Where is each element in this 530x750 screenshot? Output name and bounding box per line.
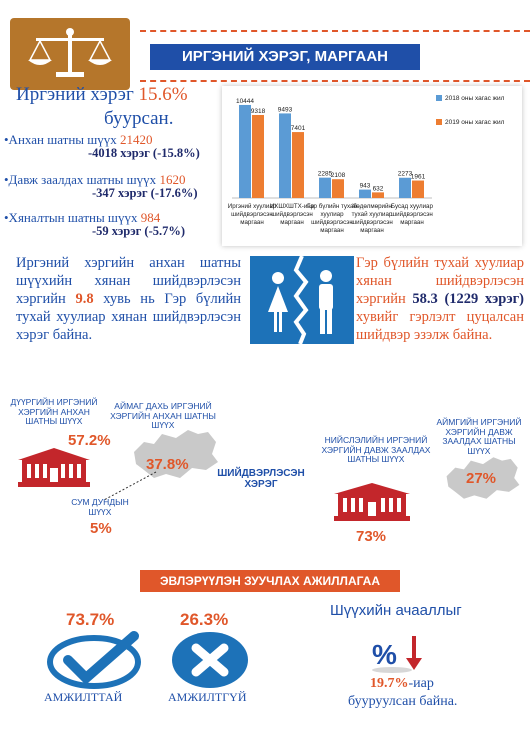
chart-bar (252, 115, 264, 198)
chart-category-label: Бусад хуулиар (391, 203, 433, 210)
chart-category-label: хуулиар (320, 211, 344, 218)
success-pct: 73.7% (66, 610, 115, 629)
chart-bar (279, 113, 291, 198)
workload-title: Шүүхийн ачааллыг (330, 602, 462, 619)
district-court-pct: 57.2% (68, 432, 111, 449)
supervisory-value: 984 (140, 210, 161, 225)
capital-appeal-label: НИЙСЛЭЛИЙН ИРГЭНИЙ ХЭРГИЙН ДАВЖ ЗААЛДАХ ШАТНЫ ШҮҮХ (321, 435, 431, 464)
soum-court-pct: 5% (90, 520, 112, 537)
page-title: ИРГЭНИЙ ХЭРЭГ, МАРГААН (150, 44, 420, 70)
supervisory-label: •Хяналтын шатны шүүх (4, 210, 138, 225)
chart-legend-swatch (436, 95, 442, 101)
summary-headline (16, 84, 221, 106)
fail-pct: 26.3% (180, 610, 229, 629)
check-icon (44, 630, 144, 695)
chart-category-label: Гэр бүлийн тухай (307, 203, 357, 210)
appeal-change: -347 хэрэг (-17.6%) (92, 186, 198, 200)
right-paragraph-before: Гэр бүлийн тухай хуулиар хянан шийдвэрлэсэн хэргийн (356, 255, 524, 307)
chart-legend-label: 2018 оны хагас жил (445, 95, 505, 102)
chart-bar (319, 178, 331, 198)
header-divider-top (140, 30, 530, 32)
chart-category-label: маргаан (240, 219, 264, 226)
chart-data-label: 943 (359, 182, 371, 190)
header-divider-bottom (140, 80, 530, 82)
chart-category-label: шийдвэрлэсэн (351, 219, 393, 226)
chart-data-label: 2108 (330, 172, 346, 180)
soum-court-label: СУМ ДУНДЫН ШҮҮХ (71, 497, 129, 517)
summary-headline-pct: 15.6% (138, 84, 188, 105)
chart-bar (239, 105, 251, 198)
chart-category-label: маргаан (400, 219, 424, 226)
chart-category-label: маргаан (360, 227, 384, 234)
chart-category-label: шийдвэрлэсэн (311, 219, 353, 226)
first-instance-label: •Анхан шатны шүүх (4, 132, 117, 147)
right-paragraph (356, 254, 524, 344)
workload-suffix: -иар (408, 676, 434, 691)
chart-data-label: 10444 (235, 97, 255, 105)
chart-category-label: шийдвэрлэсэн (231, 211, 273, 218)
chart-data-label: 9318 (250, 107, 266, 115)
chart-data-label: 9493 (277, 106, 293, 114)
divorce-couple-icon (250, 256, 354, 344)
aimag-court-label: АЙМАГ ДАХЬ ИРГЭНИЙ ХЭРГИЙН АНХАН ШАТНЫ ШҮҮХ (110, 401, 216, 430)
aimag-appeal-label: АЙМГИЙН ИРГЭНИЙ ХЭРГИЙН ДАВЖ ЗААЛДАХ ШАТНЫ ШҮҮХ (436, 417, 522, 456)
chart-category-label: Хөдөлмөрийн (352, 203, 392, 210)
cases-bar-chart (222, 86, 522, 246)
chart-data-label: 2285 (317, 170, 333, 178)
aimag-court-pct: 37.8% (146, 456, 189, 473)
supervisory-change: -59 хэрэг (-5.7%) (92, 224, 186, 238)
chart-data-label: 2273 (397, 170, 413, 178)
scales-of-justice-icon (22, 26, 118, 82)
left-paragraph (16, 254, 241, 344)
chart-legend-label: 2019 оны хагас жил (445, 119, 505, 126)
chart-category-label: маргаан (280, 219, 304, 226)
chart-bar (399, 178, 411, 198)
chart-category-label: шийдвэрлэсэн (391, 211, 433, 218)
chart-category-label: тухай хуулиар (351, 211, 393, 218)
workload-pct: 19.7% (370, 676, 409, 691)
chart-category-label: ИХШХШТХ-иар (269, 203, 315, 210)
percent-down-icon (368, 630, 428, 679)
chart-data-label: 1961 (410, 173, 426, 181)
left-paragraph-value: 9.8 (75, 291, 94, 307)
chart-bar (372, 192, 384, 198)
district-court-label: ДҮҮРГИЙН ИРГЭНИЙ ХЭРГИЙН АНХАН ШАТНЫ ШҮҮХ (10, 397, 98, 426)
capital-appeal-pct: 73% (356, 528, 387, 545)
first-instance-value: 21420 (120, 132, 153, 147)
appeal-value: 1620 (159, 172, 186, 187)
fail-label: АМЖИЛТГҮЙ (168, 690, 247, 704)
resolved-cases-label: ШИЙДВЭРЛЭСЭН ХЭРЭГ (217, 468, 305, 490)
chart-data-label: 632 (372, 185, 384, 193)
svg-text:%: % (372, 639, 397, 670)
mediation-banner: ЭВЛЭРҮҮЛЭН ЗУУЧЛАХ АЖИЛЛАГАА (140, 570, 400, 592)
summary-headline-prefix: Иргэний хэрэг (16, 84, 134, 105)
right-paragraph-value: 58.3 (1229 хэрэг) (412, 291, 524, 307)
chart-bar (359, 190, 371, 198)
chart-category-label: Иргэний хуулиар (227, 203, 277, 210)
appeal-label: •Давж заалдах шатны шүүх (4, 172, 157, 187)
court-building-icon (14, 446, 94, 493)
chart-bar (292, 132, 304, 198)
chart-data-label: 7401 (290, 125, 306, 133)
workload-line (370, 676, 434, 692)
cross-icon (170, 630, 250, 695)
summary-headline-suffix: буурсан. (104, 108, 174, 129)
left-paragraph-after: хувь нь Гэр бүлийн тухай хуулиар хянан шийдвэрлэсэн хэрэг байна. (16, 291, 242, 343)
chart-bar (412, 181, 424, 198)
appeal-court-building-icon (330, 482, 414, 527)
header-logo (10, 18, 130, 90)
chart-bar (332, 179, 344, 198)
workload-end: бууруулсан байна. (348, 694, 458, 709)
chart-category-label: маргаан (320, 227, 344, 234)
chart-category-label: шийдвэрлэсэн (271, 211, 313, 218)
first-instance-change: -4018 хэрэг (-15.8%) (88, 146, 200, 160)
right-paragraph-after: хувийг гэрлэлт цуцалсан шийдвэр эзэлж байна. (356, 309, 524, 343)
left-paragraph-before: Иргэний хэргийн анхан шатны шүүхийн хянан шийдвэрлэсэн хэргийн (16, 255, 241, 307)
success-label: АМЖИЛТТАЙ (44, 690, 123, 704)
chart-legend-swatch (436, 119, 442, 125)
chart-svg (222, 86, 522, 246)
aimag-appeal-pct: 27% (466, 470, 497, 487)
